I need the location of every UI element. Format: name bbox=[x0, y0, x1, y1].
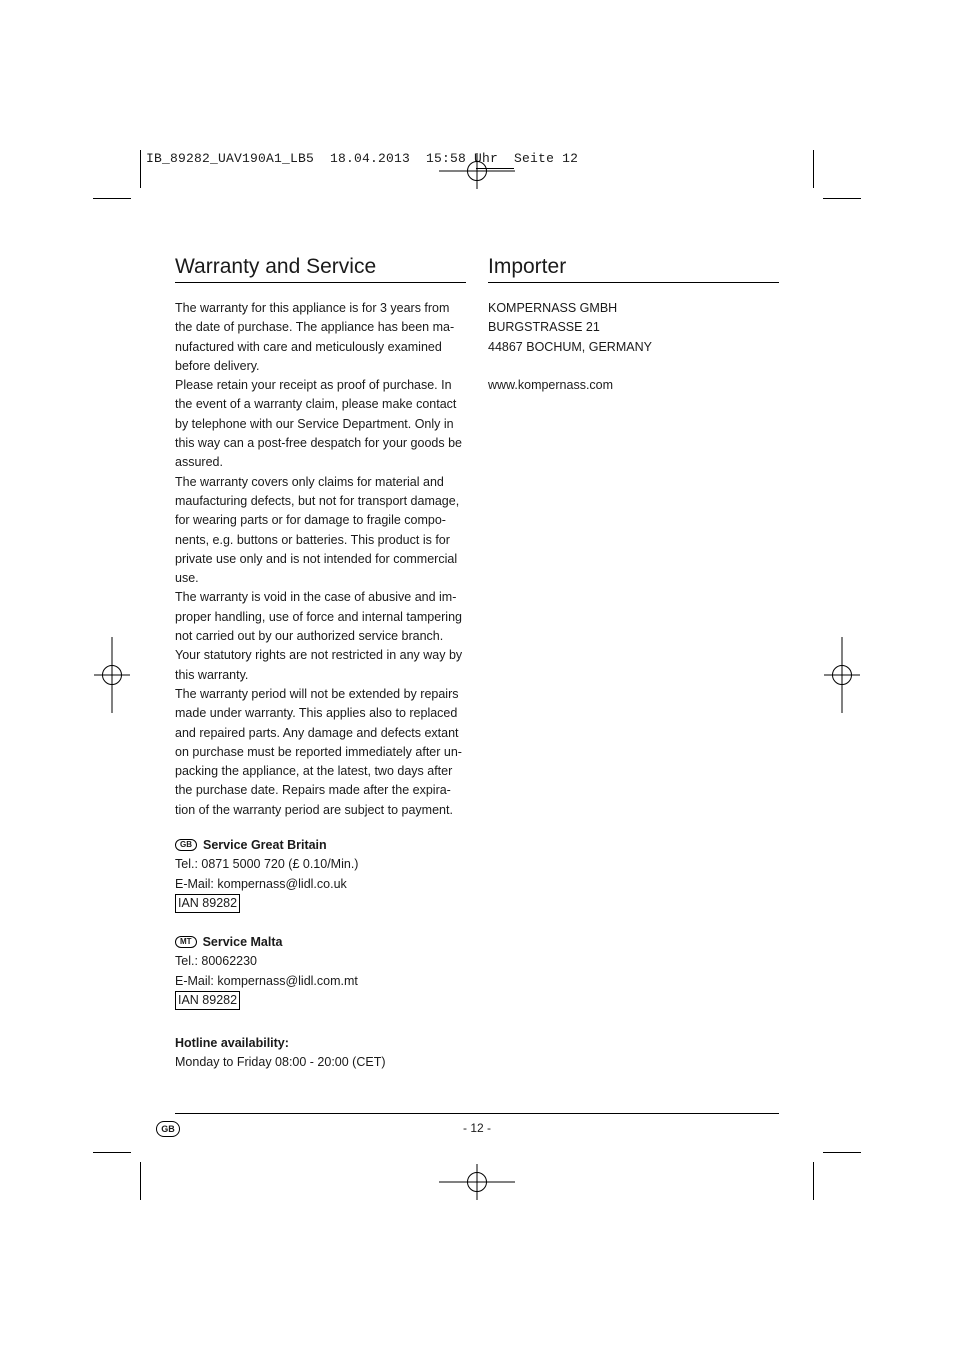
service-mt-block bbox=[175, 933, 466, 1010]
service-mt-email: E-Mail: kompernass@lidl.com.mt bbox=[175, 973, 358, 988]
crop-mark bbox=[813, 1162, 814, 1200]
crop-mark bbox=[823, 1152, 861, 1153]
warranty-heading-rule bbox=[175, 282, 466, 283]
footer-gb-badge: GB bbox=[156, 1121, 180, 1137]
importer-website-link[interactable]: www.kompernass.com bbox=[488, 377, 614, 392]
warranty-paragraph: The warranty for this appliance is for 3 years from the date of purchase. The appliance has been ma-nufactured with care and meticulously examined before delivery. bbox=[175, 301, 455, 373]
service-gb-block bbox=[175, 836, 466, 913]
crop-mark bbox=[813, 150, 814, 188]
warranty-paragraph: The warranty period will not be extended by repairs made under warranty. This applies also to replaced and repaired parts. Any damage and defects extant on purchase must be reported immediately after un-packing the appliance, at the latest, two days after the purchase date. Repairs made after the expira-tion of the warranty period are subject to payment. bbox=[175, 686, 462, 817]
service-gb-ian: IAN 89282 bbox=[175, 894, 240, 913]
crop-mark bbox=[140, 1162, 141, 1200]
warranty-paragraph: The warranty is void in the case of abusive and im-proper handling, use of force and internal tampering not carried out by our authorized service branch. Your statutory rights are not restricted in any way by this warranty. bbox=[175, 590, 463, 682]
service-mt-ian: IAN 89282 bbox=[175, 991, 240, 1010]
page-number: - 12 - bbox=[462, 1121, 491, 1135]
registration-mark-icon bbox=[439, 1144, 515, 1220]
service-mt-tel: Tel.: 80062230 bbox=[175, 954, 258, 969]
importer-heading-rule bbox=[488, 282, 779, 283]
hotline-block bbox=[175, 1034, 466, 1073]
importer-city: 44867 BOCHUM, GERMANY bbox=[488, 339, 652, 354]
warranty-paragraph: The warranty covers only claims for material and maufacturing defects, but not for transport damage, for wearing parts or for damage to fragile compo-nents, e.g. buttons or batteries. This product is for private use only and is not intended for commercial use. bbox=[175, 474, 460, 586]
hotline-title: Hotline availability: bbox=[175, 1036, 289, 1050]
hotline-hours: Monday to Friday 08:00 - 20:00 (CET) bbox=[175, 1055, 386, 1070]
registration-mark-icon bbox=[439, 133, 515, 209]
warranty-paragraph: Please retain your receipt as proof of purchase. In the event of a warranty claim, please make contact by telephone with our Service Department. Only in this way can a post-free despatch for your goods be assured. bbox=[175, 378, 462, 470]
warranty-text bbox=[175, 299, 466, 820]
importer-address bbox=[488, 299, 779, 395]
importer-street: BURGSTRASSE 21 bbox=[488, 320, 600, 335]
service-gb-title: Service Great Britain bbox=[203, 838, 327, 852]
importer-heading: Importer bbox=[488, 255, 567, 278]
mt-country-badge: MT bbox=[175, 936, 197, 948]
importer-company: KOMPERNASS GMBH bbox=[488, 301, 618, 315]
gb-country-badge: GB bbox=[175, 839, 197, 851]
footer-rule bbox=[175, 1113, 779, 1114]
print-slug-header: IB_89282_UAV190A1_LB5 18.04.2013 15:58 Uhr Seite 12 bbox=[146, 151, 579, 166]
warranty-heading: Warranty and Service bbox=[175, 255, 377, 278]
registration-mark-icon bbox=[74, 637, 150, 713]
service-gb-tel: Tel.: 0871 5000 720 (£ 0.10/Min.) bbox=[175, 857, 359, 872]
crop-mark bbox=[140, 150, 141, 188]
service-gb-email: E-Mail: kompernass@lidl.co.uk bbox=[175, 876, 347, 891]
crop-mark bbox=[823, 198, 861, 199]
service-mt-title: Service Malta bbox=[202, 935, 283, 949]
registration-mark-icon bbox=[804, 637, 880, 713]
crop-mark bbox=[93, 198, 131, 199]
crop-mark bbox=[93, 1152, 131, 1153]
